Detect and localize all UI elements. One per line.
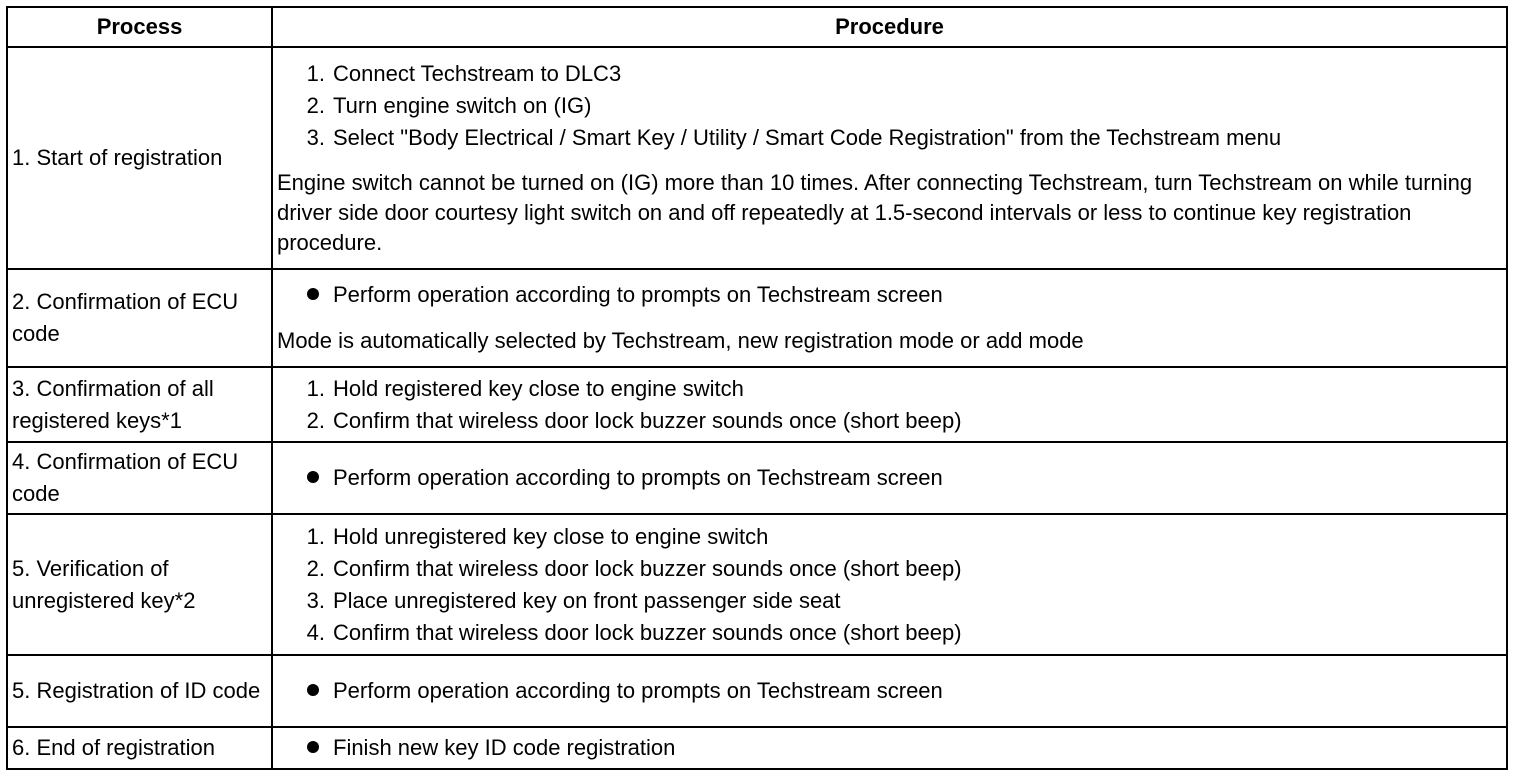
procedure-bullet: [277, 279, 1500, 311]
bullet-text: Perform operation according to prompts on Techstream screen: [333, 282, 943, 307]
procedure-step: [277, 405, 1500, 437]
procedure-cell: [272, 269, 1507, 367]
procedure-step: [277, 122, 1500, 154]
step-text: Confirm that wireless door lock buzzer sounds once (short beep): [333, 555, 962, 581]
step-text: Connect Techstream to DLC3: [333, 61, 622, 86]
bullet-icon: [277, 462, 333, 494]
step-text: Confirm that wireless door lock buzzer sounds once (short beep): [333, 619, 962, 645]
table-row: [7, 727, 1507, 769]
process-cell: 1. Start of registration: [7, 47, 272, 269]
procedure-step: [277, 373, 1500, 405]
table-row: [7, 442, 1507, 514]
procedure-step: [277, 90, 1500, 122]
step-number: 1.: [306, 523, 325, 549]
process-cell: 5. Registration of ID code: [7, 655, 272, 727]
step-text: Turn engine switch on (IG): [333, 93, 592, 118]
procedure-cell: [272, 367, 1507, 442]
step-number: 3.: [306, 587, 325, 613]
step-number: 1.: [306, 375, 325, 401]
step-text: Select "Body Electrical / Smart Key / Utility / Smart Code Registration" from the Techstream menu: [333, 125, 1282, 150]
step-text: Hold registered key close to engine switch: [333, 375, 744, 401]
procedure-bullet: [277, 462, 1500, 494]
process-cell: 2. Confirmation of ECU code: [7, 269, 272, 367]
process-cell: 5. Verification of unregistered key*2: [7, 514, 272, 655]
step-text: Confirm that wireless door lock buzzer sounds once (short beep): [333, 407, 962, 433]
procedure-step: [277, 521, 1500, 553]
procedure-column-header: Procedure: [272, 7, 1507, 47]
procedure-cell: [272, 442, 1507, 514]
step-number: 4.: [306, 619, 325, 645]
step-text: Place unregistered key on front passenger side seat: [333, 587, 841, 613]
step-number: 1.: [306, 61, 325, 86]
step-number: 2.: [306, 93, 325, 118]
table-row: [7, 514, 1507, 655]
step-text: Hold unregistered key close to engine switch: [333, 523, 769, 549]
table-row: [7, 655, 1507, 727]
procedure-cell: [272, 655, 1507, 727]
table-header-row: [7, 7, 1507, 47]
table-row: [7, 47, 1507, 269]
procedure-cell: [272, 514, 1507, 655]
procedure-note: Mode is automatically selected by Techstream, new registration mode or add mode: [277, 328, 1084, 353]
process-column-header: Process: [7, 7, 272, 47]
procedure-step: [277, 617, 1500, 649]
procedure-table: [6, 6, 1508, 770]
step-number: 2.: [306, 407, 325, 433]
table-row: [7, 367, 1507, 442]
procedure-cell: [272, 727, 1507, 769]
procedure-step: [277, 58, 1500, 90]
process-cell: 4. Confirmation of ECU code: [7, 442, 272, 514]
bullet-text: Perform operation according to prompts on Techstream screen: [333, 465, 943, 490]
bullet-icon: [277, 675, 333, 707]
process-cell: 6. End of registration: [7, 727, 272, 769]
procedure-step: [277, 585, 1500, 617]
procedure-step: [277, 553, 1500, 585]
table-row: [7, 269, 1507, 367]
procedure-bullet: [277, 675, 1500, 707]
procedure-cell: [272, 47, 1507, 269]
step-number: 2.: [306, 555, 325, 581]
step-number: 3.: [306, 125, 325, 150]
bullet-text: Perform operation according to prompts on Techstream screen: [333, 678, 943, 703]
procedure-bullet: [277, 732, 1500, 764]
bullet-icon: [277, 279, 333, 311]
process-cell: 3. Confirmation of all registered keys*1: [7, 367, 272, 442]
bullet-text: Finish new key ID code registration: [333, 735, 676, 760]
bullet-icon: [277, 732, 333, 764]
procedure-note: Engine switch cannot be turned on (IG) more than 10 times. After connecting Techstream, turn Techstream on while turning driver side door courtesy light switch on and off repeatedly at 1.5-second intervals or less to continue key registration procedure.: [277, 170, 1473, 255]
